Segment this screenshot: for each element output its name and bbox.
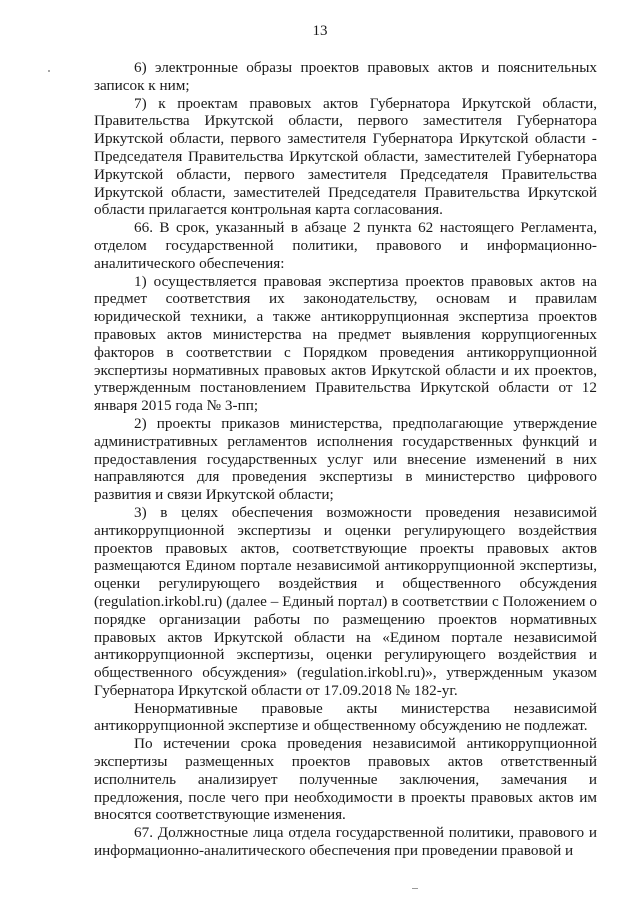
paragraph-subclause-1: 1) осуществляется правовая экспертиза проектов правовых актов на предмет соответствия их законодательству, основам и правилам юридической техники, а также антикоррупционная экспертиза проектов правовых актов министерства на предмет выявления коррупциогенных факторов в соответствии с Порядком проведения антикоррупционной экспертизы нормативных правовых актов Иркутской области и их проектов, утвержденным постановлением Правительства Иркутской области от 12 января 2015 года № 3-пп; [94,272,597,415]
paragraph-item-6: 6) электронные образы проектов правовых актов и пояснительных записок к ним; [94,59,597,94]
paragraph-item-7: 7) к проектам правовых актов Губернатора Иркутской области, Правительства Иркутской области, первого заместителя Губернатора Иркутской области, первого заместителя Губернатора Иркутской области - Председателя Правительства Иркутской области, заместителей Губернатора Иркутской области, первого заместителя Председателя Правительства Иркутской области, заместителей Председателя Правительства Иркутской области прилагается контрольная карта согласования. [94,94,597,219]
paragraph-clause-66: 66. В срок, указанный в абзаце 2 пункта 62 настоящего Регламента, отделом государственной политики, правового и информационно-аналитического обеспечения: [94,219,597,272]
document-body [94,59,597,860]
paragraph-subclause-2: 2) проекты приказов министерства, предполагающие утверждение административных регламентов исполнения государственных функций и предоставления государственных услуг или внесение изменений в них направляются для проведения экспертизы в министерство цифрового развития и связи Иркутской области; [94,414,597,504]
scan-artifact-dot [48,70,50,72]
paragraph-non-normative: Ненормативные правовые акты министерства независимой антикоррупционной экспертизе и общественному обсуждению не подлежат. [94,699,597,735]
paragraph-clause-67: 67. Должностные лица отдела государственной политики, правового и информационно-аналитического обеспечения при проведении правовой и [94,824,597,860]
paragraph-subclause-3: 3) в целях обеспечения возможности проведения независимой антикоррупционной экспертизы и оценки регулирующего воздействия проектов правовых актов, соответствующие проекты правовых актов размещаются Едином портале независимой антикоррупционной экспертизы, оценки регулирующего воздействия и общественного обсуждения (regulation.irkobl.ru) (далее – Единый портал) в соответствии с Положением о порядке организации работы по размещению проектов нормативных правовых актов Иркутской области на «Едином портале независимой антикоррупционной экспертизы, оценки регулирующего воздействия и общественного обсуждения» (regulation.irkobl.ru)», утвержденным указом Губернатора Иркутской области от 17.09.2018 № 182-уг. [94,503,597,699]
scan-artifact-tick [412,888,418,889]
paragraph-after-expiry: По истечении срока проведения независимой антикоррупционной экспертизы размещенных проектов правовых актов ответственный исполнитель анализирует полученные заключения, замечания и предложения, после чего при необходимости в проекты правовых актов им вносятся соответствующие изменения. [94,735,597,824]
page-number: 13 [312,23,328,39]
